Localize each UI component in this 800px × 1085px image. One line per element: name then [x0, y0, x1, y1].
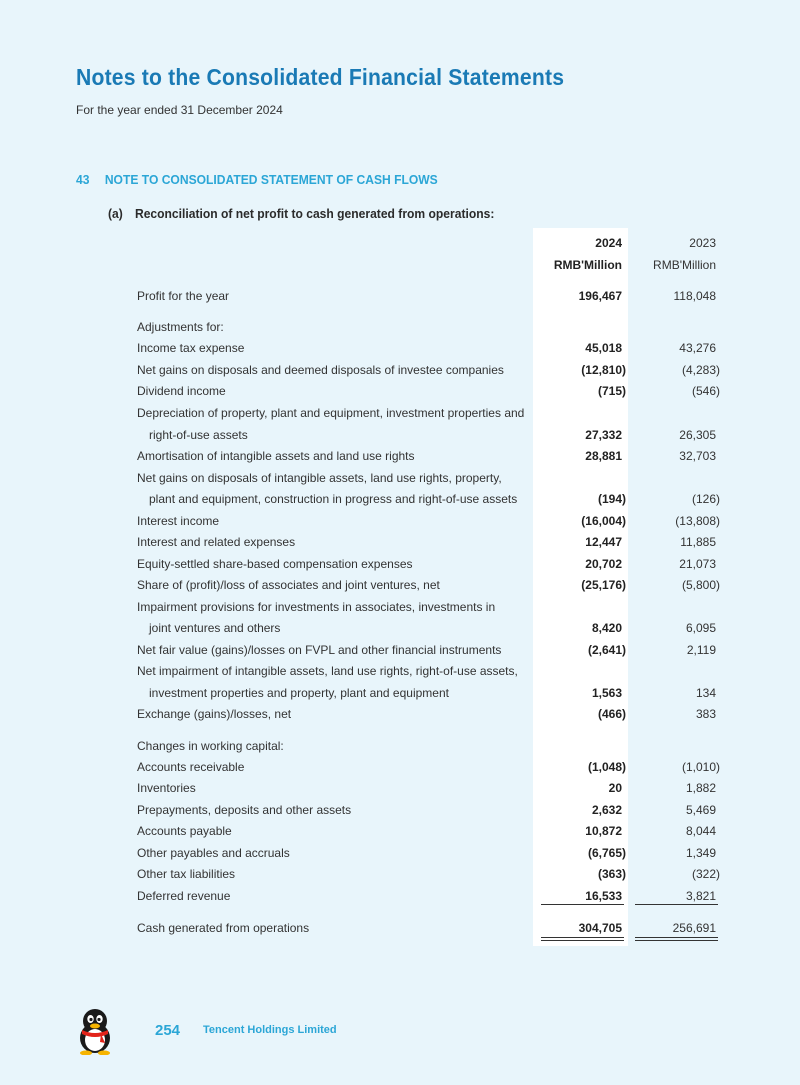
value-2023: 26,305	[679, 428, 716, 442]
row-label: Accounts receivable	[137, 760, 245, 774]
row-label: Interest and related expenses	[137, 535, 296, 549]
value-2024: 196,467	[578, 289, 622, 303]
value-2024: (2,641)	[587, 643, 626, 657]
value-2023: (1,010)	[681, 760, 720, 774]
value-2024: (12,810)	[581, 363, 626, 377]
page-title: Notes to the Consolidated Financial Statements	[76, 64, 565, 90]
table-row	[0, 287, 800, 305]
row-label: Net gains on disposals of intangible assets, land use rights, property,	[137, 471, 502, 485]
table-row	[0, 576, 800, 594]
table-row	[0, 801, 800, 819]
value-2024: 20	[608, 781, 622, 795]
total-double-rule-2023	[635, 937, 718, 941]
row-label: Accounts payable	[137, 824, 232, 838]
section-heading	[76, 172, 438, 187]
table-row	[0, 619, 800, 637]
value-2023: 6,095	[685, 621, 716, 635]
row-label: plant and equipment, construction in progress and right-of-use assets	[149, 492, 518, 506]
table-row	[0, 404, 800, 422]
table-row	[0, 779, 800, 797]
row-label: Net fair value (gains)/losses on FVPL and other financial instruments	[137, 643, 502, 657]
table-row	[0, 737, 800, 755]
table-row	[0, 447, 800, 465]
value-2023: 11,885	[680, 535, 716, 549]
value-2024: (466)	[597, 707, 626, 721]
row-label: joint ventures and others	[149, 621, 281, 635]
table-row	[0, 865, 800, 883]
value-2024: (363)	[597, 867, 626, 881]
qq-penguin-icon	[74, 1007, 116, 1055]
subtotal-rule-2023	[635, 904, 718, 905]
value-2024: 27,332	[585, 428, 622, 442]
value-2024: 12,447	[585, 535, 622, 549]
row-label: Net impairment of intangible assets, land use rights, right-of-use assets,	[137, 664, 518, 678]
subtotal-rule-2024	[541, 904, 624, 905]
table-row	[0, 919, 800, 937]
row-label: Share of (profit)/loss of associates and joint ventures, net	[137, 578, 440, 592]
table-row	[0, 758, 800, 776]
unit-2024: RMB'Million	[553, 258, 622, 272]
table-row	[0, 844, 800, 862]
value-2024: (1,048)	[587, 760, 626, 774]
value-2024: (25,176)	[581, 578, 626, 592]
page-subtitle: For the year ended 31 December 2024	[76, 103, 283, 117]
value-2023: (13,808)	[675, 514, 720, 528]
row-label: Inventories	[137, 781, 196, 795]
row-label: right-of-use assets	[149, 428, 248, 442]
value-2023: 134	[695, 686, 716, 700]
table-row	[0, 382, 800, 400]
value-2023: 32,703	[679, 449, 716, 463]
table-row	[0, 705, 800, 723]
value-2023: (126)	[691, 492, 720, 506]
row-label: Other payables and accruals	[137, 846, 290, 860]
value-2024: (194)	[597, 492, 626, 506]
table-row	[0, 662, 800, 680]
row-label: Amortisation of intangible assets and land use rights	[137, 449, 415, 463]
value-2023: (546)	[691, 384, 720, 398]
value-2023: (322)	[691, 867, 720, 881]
value-2024: (16,004)	[581, 514, 626, 528]
row-label: Profit for the year	[137, 289, 230, 303]
row-label: Exchange (gains)/losses, net	[137, 707, 292, 721]
value-2024: 304,705	[578, 921, 622, 935]
table-row	[0, 684, 800, 702]
page-number: 254	[155, 1022, 181, 1039]
row-label: Income tax expense	[137, 341, 245, 355]
table-row	[0, 641, 800, 659]
value-2023: 43,276	[679, 341, 716, 355]
value-2023: 383	[695, 707, 716, 721]
table-row	[0, 555, 800, 573]
row-label: Depreciation of property, plant and equipment, investment properties and	[137, 406, 525, 420]
column-header-units	[0, 256, 800, 274]
value-2023: 8,044	[685, 824, 716, 838]
row-label: Deferred revenue	[137, 889, 231, 903]
value-2023: 2,119	[686, 643, 716, 657]
value-2024: 8,420	[591, 621, 622, 635]
row-label: Dividend income	[137, 384, 226, 398]
row-label: Interest income	[137, 514, 220, 528]
value-2024: (715)	[597, 384, 626, 398]
row-label: Cash generated from operations	[137, 921, 310, 935]
table-row	[0, 533, 800, 551]
row-label: Equity-settled share-based compensation expenses	[137, 557, 413, 571]
table-row	[0, 598, 800, 616]
row-label: Other tax liabilities	[137, 867, 236, 881]
column-header-years	[0, 234, 800, 252]
table-row	[0, 361, 800, 379]
value-2023: 3,821	[685, 889, 716, 903]
row-label: Changes in working capital:	[137, 739, 284, 753]
table-row	[0, 426, 800, 444]
value-2024: (6,765)	[587, 846, 626, 860]
value-2024: 16,533	[585, 889, 622, 903]
table-row	[0, 512, 800, 530]
subsection-title: Reconciliation of net profit to cash generated from operations:	[134, 206, 495, 221]
section-title: NOTE TO CONSOLIDATED STATEMENT OF CASH FLOWS	[104, 172, 438, 187]
value-2024: 28,881	[585, 449, 622, 463]
value-2023: 1,349	[685, 846, 716, 860]
subsection-heading	[108, 206, 494, 221]
unit-2023: RMB'Million	[653, 258, 716, 272]
row-label: Net gains on disposals and deemed disposals of investee companies	[137, 363, 504, 377]
table-row	[0, 339, 800, 357]
value-2024: 45,018	[585, 341, 622, 355]
row-label: Prepayments, deposits and other assets	[137, 803, 352, 817]
table-row	[0, 887, 800, 905]
row-label: Adjustments for:	[137, 320, 224, 334]
total-double-rule-2024	[541, 937, 624, 941]
table-row	[0, 318, 800, 336]
value-2023: 1,882	[685, 781, 716, 795]
value-2023: 118,048	[673, 289, 716, 303]
value-2024: 2,632	[591, 803, 622, 817]
value-2023: 5,469	[685, 803, 716, 817]
table-row	[0, 469, 800, 487]
row-label: investment properties and property, plant and equipment	[149, 686, 449, 700]
value-2024: 10,872	[585, 824, 622, 838]
table-row	[0, 490, 800, 508]
value-2023: 256,691	[672, 921, 716, 935]
value-2023: (4,283)	[681, 363, 720, 377]
company-name: Tencent Holdings Limited	[203, 1024, 337, 1036]
value-2024: 20,702	[585, 557, 622, 571]
column-header-2023: 2023	[689, 236, 716, 250]
subsection-label: (a)	[108, 206, 123, 221]
table-row	[0, 822, 800, 840]
value-2024: 1,563	[591, 686, 622, 700]
column-header-2024: 2024	[595, 236, 622, 250]
row-label: Impairment provisions for investments in associates, investments in	[137, 600, 496, 614]
value-2023: (5,800)	[681, 578, 720, 592]
section-number: 43	[76, 172, 90, 187]
value-2023: 21,073	[679, 557, 716, 571]
